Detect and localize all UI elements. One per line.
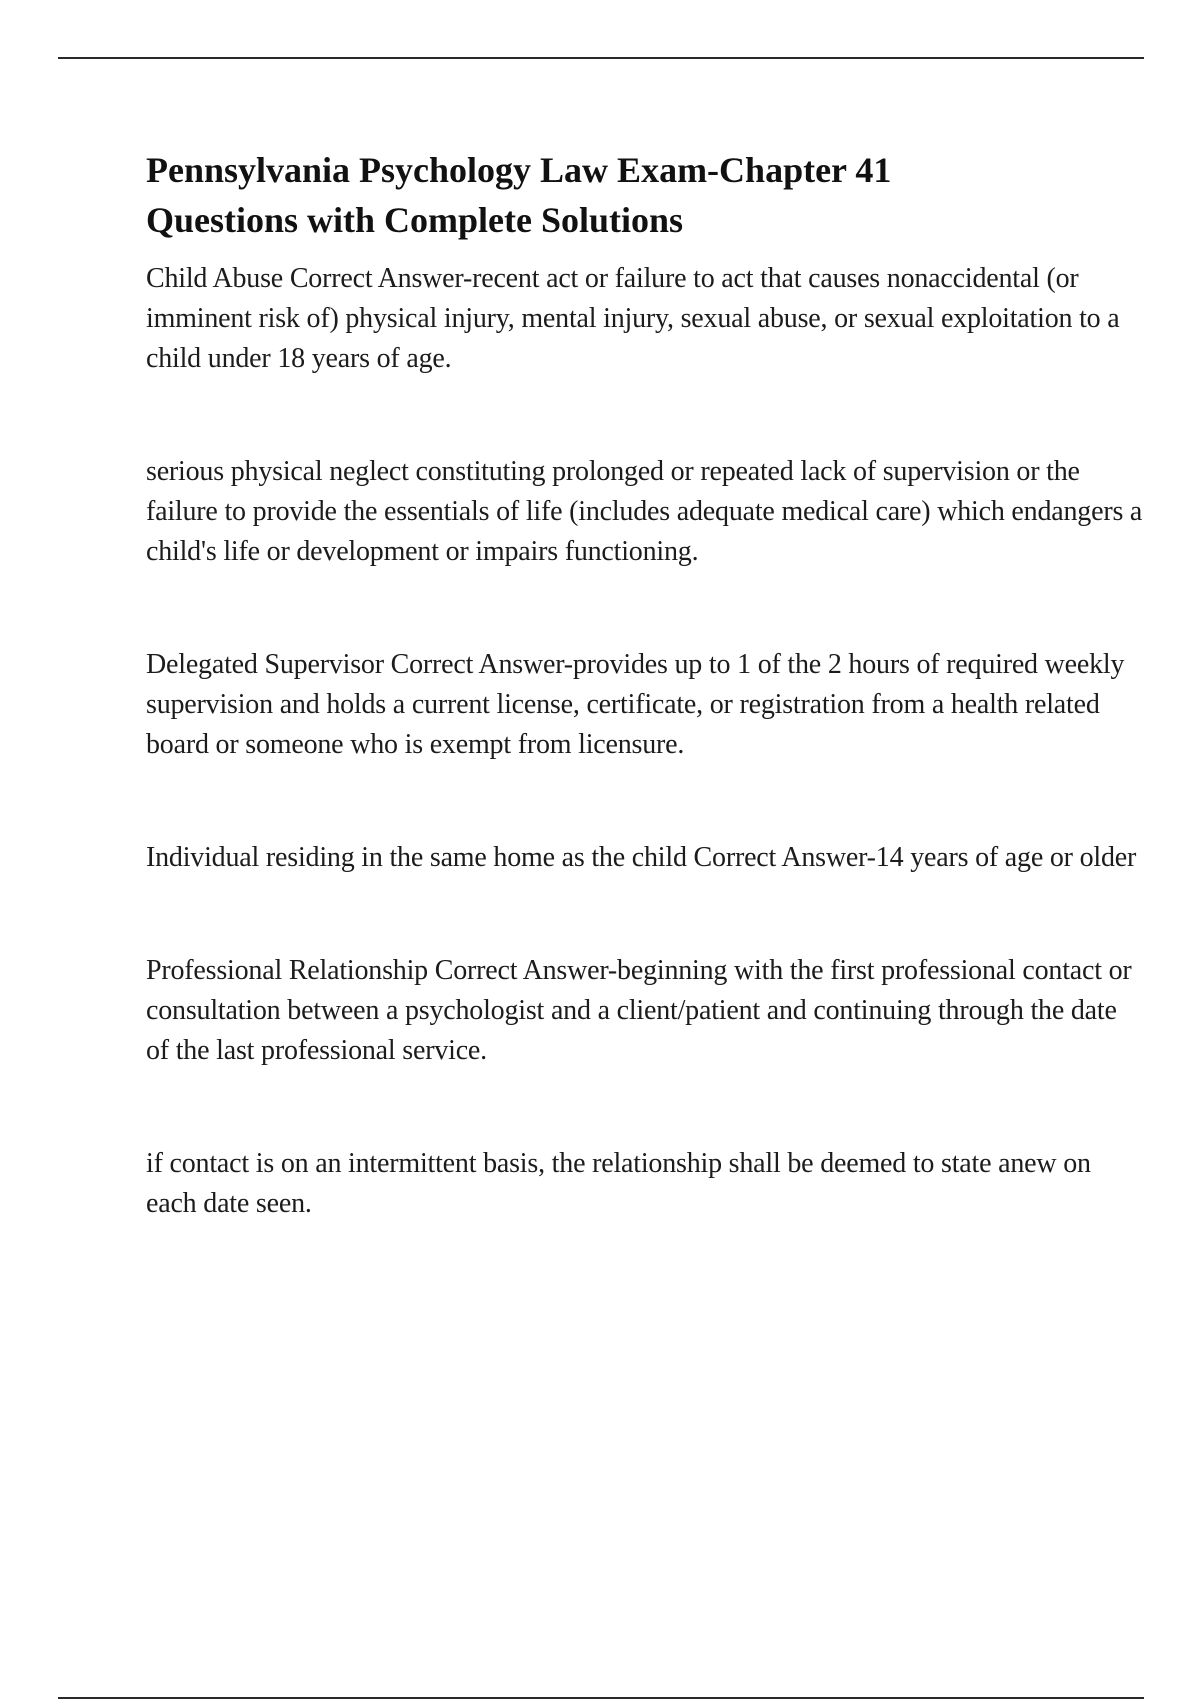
paragraph-delegated-supervisor: Delegated Supervisor Correct Answer-provides up to 1 of the 2 hours of required weekly supervision and holds a current license, certificate, or registration from a health related board or someone who is exempt from licensure. bbox=[146, 649, 1125, 760]
paragraph-intermittent-contact: if contact is on an intermittent basis, the relationship shall be deemed to state anew on each date seen. bbox=[146, 1148, 1091, 1219]
document-title bbox=[146, 145, 1146, 245]
paragraph-child-abuse: Child Abuse Correct Answer-recent act or failure to act that causes nonaccidental (or imminent risk of) physical injury, mental injury, sexual abuse, or sexual exploitation to a child under 18 years of age. bbox=[146, 263, 1120, 374]
document-body bbox=[146, 145, 1146, 1224]
paragraph-individual-residing: Individual residing in the same home as the child Correct Answer-14 years of age or older bbox=[146, 842, 1137, 873]
title-line-1: Pennsylvania Psychology Law Exam-Chapter 41 bbox=[146, 150, 892, 190]
paragraph-professional-relationship: Professional Relationship Correct Answer-beginning with the first professional contact or consultation between a psychologist and a client/patient and continuing through the date of the last professional service. bbox=[146, 955, 1132, 1066]
footer-rule bbox=[58, 1697, 1144, 1699]
title-line-2: Questions with Complete Solutions bbox=[146, 200, 684, 240]
header-rule bbox=[58, 57, 1144, 59]
paragraph-physical-neglect: serious physical neglect constituting prolonged or repeated lack of supervision or the failure to provide the essentials of life (includes adequate medical care) which endangers a child's life or development or impairs functioning. bbox=[146, 456, 1143, 567]
